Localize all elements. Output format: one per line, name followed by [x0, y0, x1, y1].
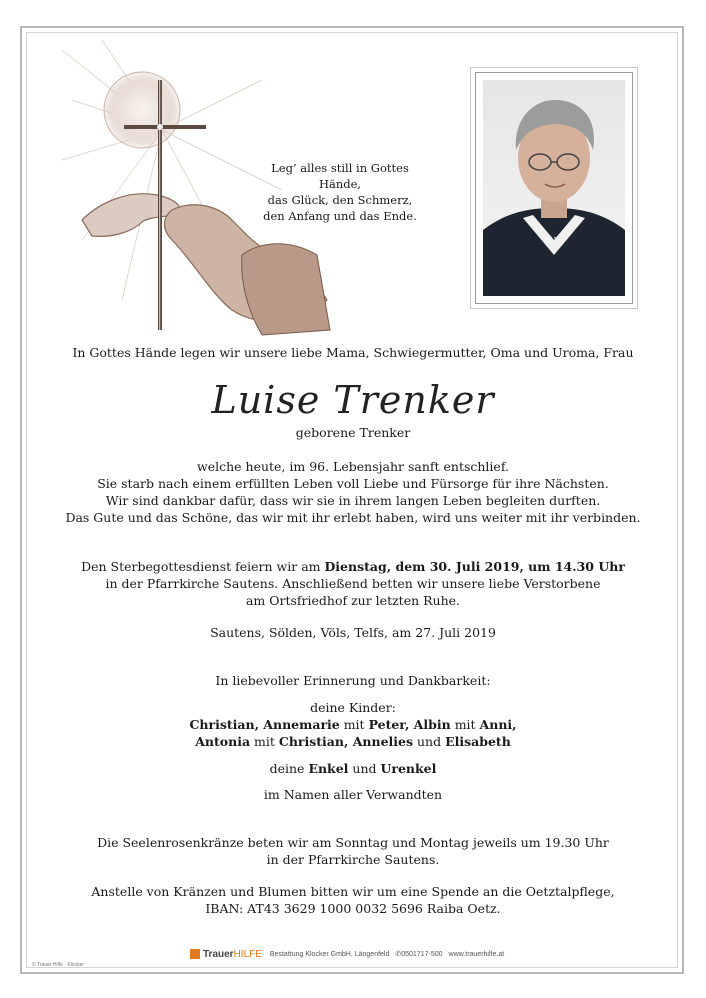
connector: mit	[250, 734, 279, 749]
intro-text: In Gottes Hände legen wir unsere liebe Mama, Schwiegermutter, Oma und Uroma, Frau	[72, 345, 634, 360]
grandchildren: Enkel	[308, 761, 349, 776]
deceased-name: Luise Trenker	[211, 378, 495, 422]
verse	[250, 160, 430, 224]
footer-phone: ✆0501717-500	[395, 951, 443, 958]
trauerhilfe-logo	[203, 949, 262, 960]
message-line: welche heute, im 96. Lebensjahr sanft entschlief.	[197, 459, 509, 474]
portrait-frame	[470, 67, 638, 309]
message-line: Sie starb nach einem erfüllten Leben voll Liebe und Fürsorge für ihre Nächsten.	[97, 476, 609, 491]
copyright-note: © Trauer Hilfe · Klocker	[32, 962, 85, 968]
service-line: in der Pfarrkirche Sautens. Anschließend betten wir unsere liebe Verstorbene	[105, 576, 601, 591]
footer	[190, 946, 520, 962]
logo-part-a: Trauer	[203, 948, 234, 960]
connector: und	[413, 734, 446, 749]
donation-line: Anstelle von Kränzen und Blumen bitten wir um eine Spende an die Oetztalpflege,	[91, 884, 615, 899]
service-prefix: Den Sterbegottesdienst feiern wir am	[81, 559, 325, 574]
footer-website[interactable]: www.trauerhilfe.at	[448, 950, 505, 958]
children-label: deine Kinder:	[310, 700, 396, 715]
place-date: Sautens, Sölden, Völs, Telfs, am 27. Juli 2019	[210, 625, 496, 640]
great-grandchildren: Urenkel	[380, 761, 437, 776]
grandchildren-line	[0, 760, 706, 777]
service-line	[0, 558, 706, 575]
children-line	[0, 733, 706, 750]
connector: deine	[269, 761, 309, 776]
service-date: Dienstag, dem 30. Juli 2019, um 14.30 Uhr	[324, 559, 625, 574]
sun	[104, 72, 180, 148]
logo-part-b: HILFE	[233, 948, 262, 960]
rosary-line: Die Seelenrosenkränze beten wir am Sonntag und Montag jeweils um 19.30 Uhr	[97, 835, 609, 850]
trauerhilfe-logo-icon	[190, 949, 200, 959]
rosary-line: in der Pfarrkirche Sautens.	[266, 852, 440, 867]
connector: und	[348, 761, 381, 776]
relatives-line: im Namen aller Verwandten	[263, 787, 443, 802]
children-line	[0, 716, 706, 733]
message-line: Wir sind dankbar dafür, dass wir sie in ihrem langen Leben begleiten durften.	[105, 493, 601, 508]
verse-line: den Anfang und das Ende.	[263, 209, 417, 223]
child-names: Peter, Albin	[368, 717, 451, 732]
verse-line: Leg’ alles still in Gottes Hände,	[271, 161, 409, 191]
donation-line: IBAN: AT43 3629 1000 0032 5696 Raiba Oetz.	[205, 901, 501, 916]
sleeve	[242, 244, 330, 335]
verse-line: das Glück, den Schmerz,	[267, 193, 413, 207]
child-names: Elisabeth	[445, 734, 511, 749]
service-line: am Ortsfriedhof zur letzten Ruhe.	[245, 593, 461, 608]
mourners-heading: In liebevoller Erinnerung und Dankbarkeit:	[215, 673, 491, 688]
child-names: Christian, Annelies	[278, 734, 414, 749]
message-line: Das Gute und das Schöne, das wir mit ihr erlebt haben, wird uns weiter mit ihr verbinden.	[65, 510, 641, 525]
connector: mit	[450, 717, 480, 732]
child-names: Anni,	[479, 717, 517, 732]
footer-company: Bestattung Klocker GmbH, Längenfeld	[269, 950, 390, 958]
portrait-illustration	[483, 80, 625, 296]
birth-name: geborene Trenker	[295, 425, 411, 440]
portrait-photo	[483, 80, 625, 296]
child-names: Christian, Annemarie	[189, 717, 340, 732]
connector: mit	[339, 717, 369, 732]
child-names: Antonia	[195, 734, 251, 749]
